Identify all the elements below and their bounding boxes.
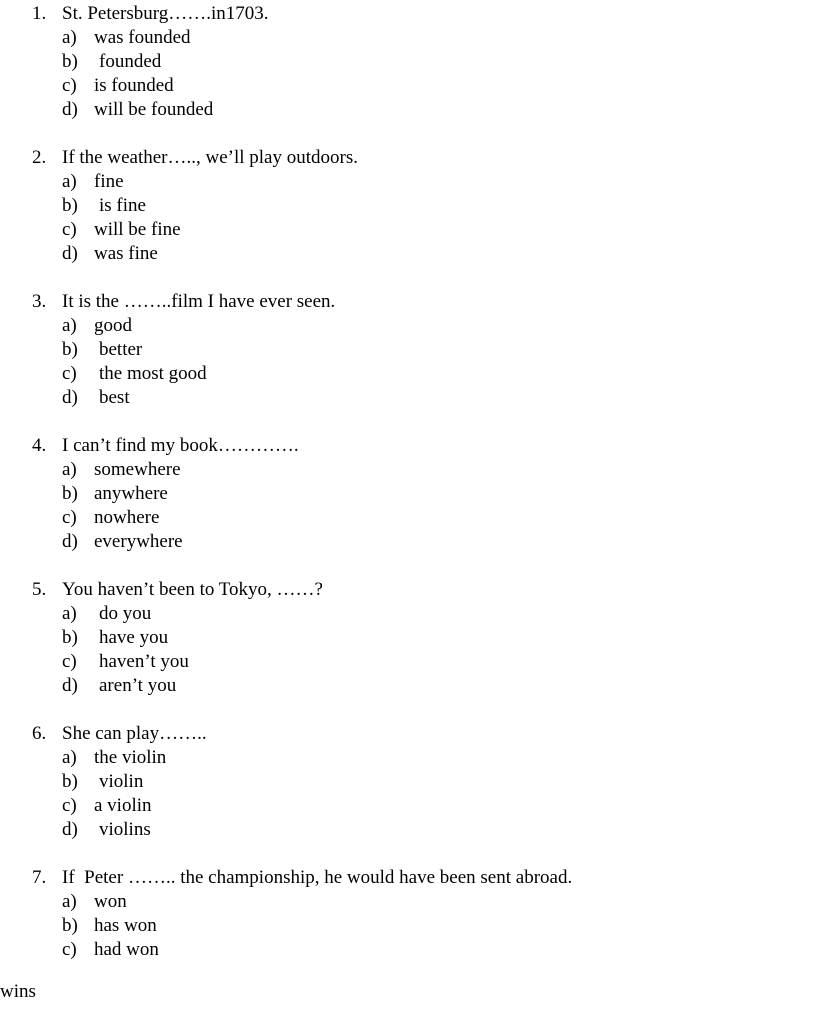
question-number: 2. [32, 147, 47, 168]
question-text: If Peter …….. the championship, he would have been sent abroad. [62, 867, 573, 888]
question-text: I can’t find my book…………. [62, 435, 299, 456]
answer-option [32, 602, 802, 626]
answer-option [32, 818, 802, 842]
question-line [32, 2, 802, 26]
question-5 [32, 578, 802, 698]
option-text: aren’t you [99, 675, 177, 696]
question-number: 3. [32, 291, 47, 312]
option-letter: d) [62, 99, 78, 120]
option-text: do you [99, 603, 152, 624]
answer-option [32, 50, 802, 74]
option-letter: c) [62, 651, 77, 672]
option-letter: d) [62, 243, 78, 264]
option-text: violin [99, 771, 144, 792]
answer-option [32, 794, 802, 818]
answer-option [32, 890, 802, 914]
option-text: fine [94, 171, 124, 192]
option-text: violins [99, 819, 151, 840]
question-6 [32, 722, 802, 842]
option-letter: c) [62, 75, 77, 96]
option-text: was founded [94, 27, 191, 48]
question-number: 7. [32, 867, 47, 888]
option-letter: c) [62, 219, 77, 240]
question-text: It is the ……..film I have ever seen. [62, 291, 336, 312]
answer-option [32, 98, 802, 122]
answer-option [32, 746, 802, 770]
option-text: had won [94, 939, 159, 960]
question-line [32, 866, 802, 890]
option-text: was fine [94, 243, 158, 264]
question-line [32, 434, 802, 458]
option-letter: d) [62, 819, 78, 840]
option-text: will be fine [94, 219, 181, 240]
answer-option [32, 242, 802, 266]
option-letter: c) [62, 363, 77, 384]
answer-option [32, 74, 802, 98]
question-2 [32, 146, 802, 266]
option-text: better [99, 339, 143, 360]
answer-option [32, 626, 802, 650]
question-line [32, 722, 802, 746]
question-1 [32, 2, 802, 122]
question-text: St. Petersburg…….in1703. [62, 3, 269, 24]
option-text: is founded [94, 75, 174, 96]
option-text: have you [99, 627, 169, 648]
option-letter: a) [62, 747, 77, 768]
question-line [32, 146, 802, 170]
answer-option [32, 650, 802, 674]
option-letter: a) [62, 603, 77, 624]
option-letter: a) [62, 459, 77, 480]
option-letter: b) [62, 627, 78, 648]
quiz [32, 2, 802, 986]
answer-option [32, 362, 802, 386]
answer-option [32, 530, 802, 554]
option-text: everywhere [94, 531, 183, 552]
answer-option [32, 218, 802, 242]
question-number: 4. [32, 435, 47, 456]
option-text: best [99, 387, 130, 408]
option-text: has won [94, 915, 157, 936]
option-letter: b) [62, 771, 78, 792]
question-4 [32, 434, 802, 554]
option-letter: a) [62, 891, 77, 912]
question-number: 1. [32, 3, 47, 24]
question-number: 5. [32, 579, 47, 600]
option-text: anywhere [94, 483, 168, 504]
question-3 [32, 290, 802, 410]
option-letter: c) [62, 795, 77, 816]
option-letter: a) [62, 171, 77, 192]
option-text: will be founded [94, 99, 214, 120]
option-letter: c) [62, 507, 77, 528]
option-text: haven’t you [99, 651, 189, 672]
option-text: nowhere [94, 507, 160, 528]
option-letter: b) [62, 915, 78, 936]
option-letter: b) [62, 195, 78, 216]
answer-option [32, 482, 802, 506]
option-text: somewhere [94, 459, 181, 480]
question-line [32, 578, 802, 602]
answer-option [32, 338, 802, 362]
option-letter: a) [62, 27, 77, 48]
option-letter: b) [62, 339, 78, 360]
option-text: good [94, 315, 132, 336]
option-text: a violin [94, 795, 152, 816]
question-text: If the weather….., we’ll play outdoors. [62, 147, 358, 168]
option-text: founded [99, 51, 162, 72]
question-text: She can play…….. [62, 723, 207, 744]
answer-option [32, 938, 802, 962]
option-letter: d) [62, 387, 78, 408]
option-text: is fine [99, 195, 146, 216]
answer-option [32, 458, 802, 482]
answer-option [32, 914, 802, 938]
question-text: You haven’t been to Tokyo, ……? [62, 579, 323, 600]
option-letter: b) [62, 51, 78, 72]
question-line [32, 290, 802, 314]
answer-option [32, 506, 802, 530]
option-text: won [94, 891, 127, 912]
option-text: the most good [99, 363, 207, 384]
answer-option [32, 26, 802, 50]
option-letter: d) [62, 675, 78, 696]
answer-option [32, 314, 802, 338]
answer-option [32, 386, 802, 410]
option-letter: c) [62, 939, 77, 960]
question-number: 6. [32, 723, 47, 744]
stray-option-text: wins [0, 981, 36, 1002]
question-7 [32, 866, 802, 962]
answer-option [32, 674, 802, 698]
answer-option [32, 170, 802, 194]
option-text: the violin [94, 747, 167, 768]
option-letter: b) [62, 483, 78, 504]
answer-option [32, 194, 802, 218]
answer-option [32, 770, 802, 794]
option-letter: a) [62, 315, 77, 336]
option-letter: d) [62, 531, 78, 552]
